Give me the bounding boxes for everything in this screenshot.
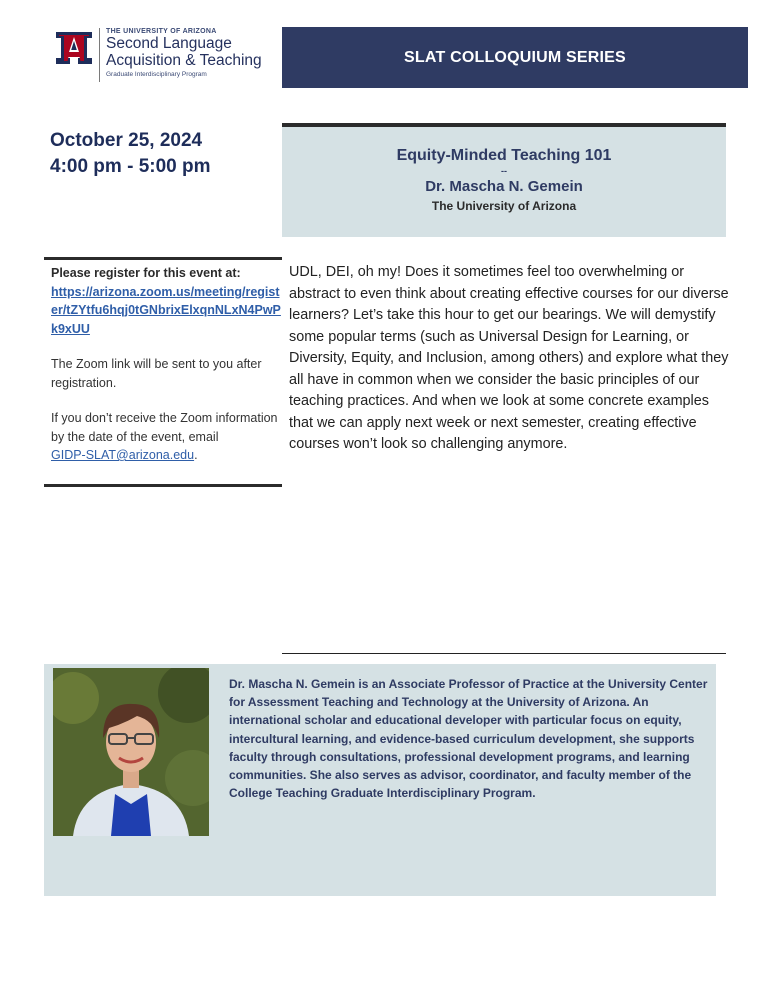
- registration-panel: [44, 257, 282, 487]
- event-time: 4:00 pm - 5:00 pm: [50, 156, 211, 177]
- speaker-affiliation: The University of Arizona: [431, 199, 577, 213]
- logo-line-2: Acquisition & Teaching: [106, 52, 262, 69]
- event-date: October 25, 2024: [50, 130, 203, 151]
- speaker-bio: Dr. Mascha N. Gemein is an Associate Professor of Practice at the University Center for Assessment Teaching and Technology at the University of Arizona. An international scholar and educational developer with particular focus on equity, intercultural learning, and evidence-based curriculum development, she supports faculty through consultations, professional development programs, and learning communities. She also serves as advisor, coordinator, and faculty member of the College Teaching Graduate Interdisciplinary Program.: [229, 677, 708, 801]
- university-of-arizona-a-logo: [54, 30, 94, 66]
- talk-title: Equity-Minded Teaching 101: [396, 147, 612, 164]
- registration-link[interactable]: https://arizona.zoom.us/meeting/register/tZYtfu6hqj0tGNbrixElxqnNLxN4PwPk9xUU: [51, 284, 281, 336]
- speaker-name: Dr. Mascha N. Gemein: [425, 178, 583, 195]
- program-subtitle: Graduate Interdisciplinary Program: [106, 71, 207, 78]
- speaker-photo: [53, 668, 209, 836]
- talk-title-box: [282, 123, 726, 237]
- email-suffix: .: [194, 448, 198, 462]
- event-datetime: [50, 128, 211, 180]
- program-logo-text: [106, 28, 262, 78]
- contact-note-text: If you don’t receive the Zoom information by the date of the event, email: [51, 411, 278, 444]
- contact-note: [51, 409, 282, 465]
- logo-divider: [99, 28, 100, 82]
- speaker-portrait-illustration: [53, 668, 209, 836]
- zoom-note: The Zoom link will be sent to you after registration.: [51, 357, 262, 390]
- contact-email-link[interactable]: GIDP-SLAT@arizona.edu: [51, 448, 195, 462]
- section-divider: [282, 653, 726, 654]
- series-title: SLAT COLLOQUIUM SERIES: [404, 48, 626, 66]
- series-banner: [282, 27, 748, 88]
- logo-line-1: Second Language: [106, 35, 232, 52]
- university-name: THE UNIVERSITY OF ARIZONA: [106, 28, 217, 35]
- registration-heading: Please register for this event at:: [51, 266, 241, 280]
- talk-abstract: UDL, DEI, oh my! Does it sometimes feel too overwhelming or abstract to even think about creating effective courses for our diverse learners? Let’s take this hour to get our bearings. We will demystify some popular terms (such as Universal Design for Learning, or Diversity, Equity, and Inclusion, among others) and explore what they all have in common when we consider the basic principles of our teaching practices. And when we look at some concrete examples that we can apply next week or next semester, creating effective courses won’t look so challenging anymore.: [289, 264, 729, 452]
- title-separator: --: [501, 166, 507, 176]
